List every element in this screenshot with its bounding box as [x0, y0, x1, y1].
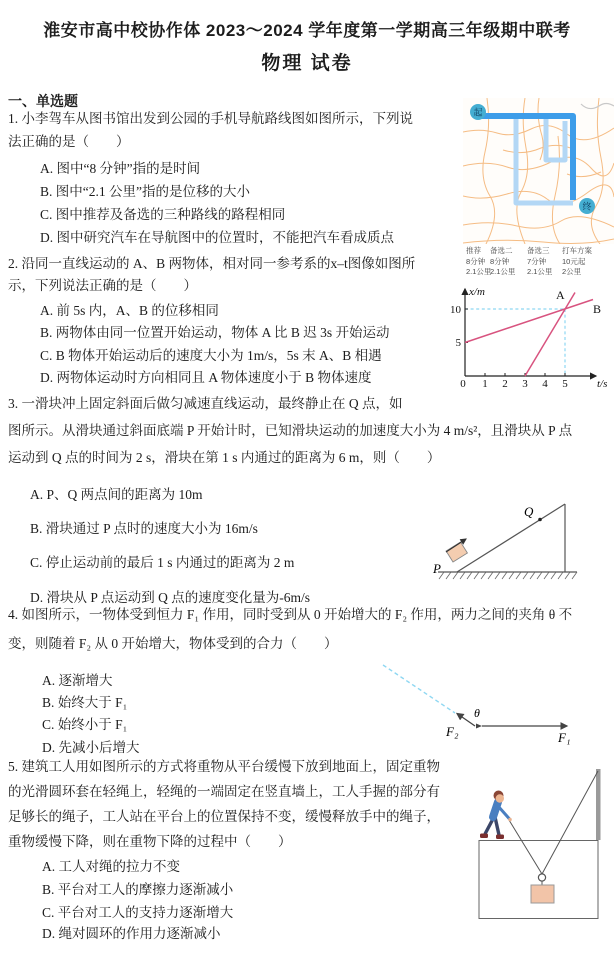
question-1-stem-line: 1. 小李驾车从图书馆出发到公园的手机导航路线图如图所示，下列说: [8, 111, 413, 126]
page-subtitle: 物理 试卷: [261, 53, 353, 74]
point-q-dot: [538, 518, 542, 522]
graph-line-A: [525, 293, 575, 377]
question-5-stem-line: 5. 建筑工人用如图所示的方式将重物从平台缓慢下放到地面上，固定重物: [8, 759, 440, 774]
plan-name: 备选二: [490, 246, 513, 255]
question-2-stem-line: 2. 沿同一直线运动的 A、B 两物体，相对同一参考系的x–t图像如图所: [8, 256, 416, 271]
plan-distance: 2.1公里: [527, 267, 553, 276]
question-5-stem-line: 足够长的绳子，工人站在平台上的位置保持不变，缓慢释放手中的绳子，: [8, 809, 440, 824]
question-1-stem-line: 法正确的是（ ）: [8, 134, 130, 149]
section-heading: 一、单选题: [8, 93, 78, 109]
graph-xlabel: t/s: [597, 378, 608, 390]
incline-figure: [420, 496, 614, 591]
question-4-stem-line: 变，则随着 F₂ 从 0 开始增大，物体受到的合力（ ）: [8, 636, 338, 651]
plan-time: 7分钟: [527, 256, 547, 266]
smooth-ring: [538, 874, 545, 881]
f2-vector-arrow: [457, 714, 475, 727]
question-4-option-b: B. 始终大于 F₁: [42, 695, 128, 710]
plan-distance: 2公里: [562, 267, 582, 276]
svg-text:终: 终: [582, 201, 592, 212]
plan-column: [527, 246, 552, 278]
question-5-option-a: A. 工人对绳的拉力不变: [42, 859, 180, 874]
route-plan-table: [463, 246, 614, 282]
question-2-option-b: B. 两物体由同一位置开始运动，物体 A 比 B 迟 3s 开始运动: [40, 325, 390, 340]
svg-text:5: 5: [455, 337, 461, 349]
question-5-option-b: B. 平台对工人的摩擦力逐渐减小: [42, 882, 234, 897]
plan-time: 10元起: [562, 256, 586, 266]
weight-box: [531, 885, 554, 903]
map-start-marker: [470, 104, 486, 120]
question-2-stem-line: 示，下列说法正确的是（ ）: [8, 278, 197, 293]
worker-boot: [480, 834, 488, 839]
graph-label-B: B: [593, 302, 602, 316]
question-4-option-a: A. 逐渐增大: [42, 673, 113, 688]
question-2-option-a: A. 前 5s 内，A、B 的位移相同: [40, 303, 219, 318]
question-1-option-c: C. 图中推荐及备选的三种路线的路程相同: [40, 207, 286, 222]
graph-tick-labels: [450, 304, 568, 390]
question-3-stem-line: 运动到 Q 点的时间为 2 s，滑块在第 1 s 内通过的距离为 6 m，则（ ）: [8, 450, 441, 465]
graph-dashed-guides: [465, 309, 565, 376]
svg-text:2: 2: [502, 378, 508, 390]
svg-text:5: 5: [562, 378, 568, 390]
plan-name: 打车方案: [562, 246, 592, 255]
worker-hand: [508, 818, 512, 822]
question-5-option-c: C. 平台对工人的支持力逐渐增大: [42, 905, 234, 920]
question-2-option-d: D. 两物体运动时方向相同且 A 物体速度小于 B 物体速度: [40, 370, 372, 385]
worker-pulley-figure: [465, 756, 614, 966]
rope: [509, 771, 598, 874]
question-4-option-d: D. 先减小后增大: [42, 740, 140, 755]
incline-surface: [457, 504, 565, 572]
worker-head: [496, 794, 504, 802]
theta-label: θ: [474, 706, 480, 720]
question-1-option-a: A. 图中“8 分钟”指的是时间: [40, 161, 201, 176]
question-1-option-d: D. 图中研究汽车在导航图中的位置时，不能把汽车看成质点: [40, 230, 394, 245]
label-p: P: [433, 561, 441, 576]
question-5-stem-line: 重物缓慢下降，则在重物下降的过程中（ ）: [8, 834, 292, 849]
svg-text:3: 3: [522, 378, 528, 390]
worker-boot: [496, 835, 504, 840]
worker: [480, 791, 512, 840]
svg-text:1: 1: [482, 378, 488, 390]
force-diagram-figure: [370, 653, 614, 748]
plan-column: [562, 246, 592, 278]
question-3-option-b: B. 滑块通过 P 点时的速度大小为 16m/s: [30, 521, 258, 536]
question-4-stem-line: 4. 如图所示，一物体受到恒力 F₁ 作用，同时受到从 0 开始增大的 F₂ 作用，两力之间的夹角 θ 不: [8, 607, 573, 622]
question-5-stem-line: 的光滑圆环套在轻绳上，轻绳的一端固定在竖直墙上，工人手握的部分有: [8, 784, 440, 799]
f2-label: F₂: [446, 724, 459, 739]
page-title: 淮安市高中校协作体 2023～2024 学年度第一学期高三年级期中联考: [43, 21, 571, 40]
question-3-option-a: A. P、Q 两点间的距离为 10m: [30, 487, 203, 502]
worker-arm: [498, 806, 510, 819]
question-1-option-b: B. 图中“2.1 公里”指的是位移的大小: [40, 184, 250, 199]
wall: [596, 769, 601, 840]
question-3-stem-line: 3. 一滑块冲上固定斜面后做匀减速直线运动，最终静止在 Q 点，如: [8, 396, 403, 411]
question-4-option-c: C. 始终小于 F₁: [42, 717, 128, 732]
graph-label-A: A: [556, 288, 565, 302]
f1-label: F₁: [558, 730, 571, 745]
vertex-arrowhead: [476, 724, 482, 729]
plan-time: 8分钟: [466, 256, 486, 266]
ground-hatching: [439, 572, 577, 579]
question-2-option-c: C. B 物体开始运动后的速度大小为 1m/s，5s 末 A、B 相遇: [40, 348, 382, 363]
svg-text:4: 4: [542, 378, 548, 390]
f2-extension-dashed-line: [383, 665, 455, 713]
label-q: Q: [524, 504, 534, 519]
xt-graph-figure: [450, 284, 614, 391]
svg-text:10: 10: [450, 304, 461, 316]
question-5-option-d: D. 绳对圆环的作用力逐渐减小: [42, 926, 221, 941]
question-3-option-d: D. 滑块从 P 点运动到 Q 点的速度变化量为-6m/s: [30, 590, 311, 605]
svg-text:起: 起: [473, 107, 483, 118]
worker-torso: [493, 802, 498, 817]
svg-text:0: 0: [460, 378, 466, 390]
graph-ticks: [465, 309, 565, 376]
navigation-map-figure: [463, 98, 614, 244]
plan-column: [466, 246, 491, 278]
plan-name: 备选三: [527, 246, 550, 255]
graph-line-B: [465, 300, 593, 343]
plan-name: 推荐: [466, 246, 481, 255]
plan-column: [490, 246, 515, 278]
plan-distance: 2.1公里: [490, 267, 516, 276]
question-3-option-c: C. 停止运动前的最后 1 s 内通过的距离为 2 m: [30, 555, 295, 570]
graph-ylabel: x/m: [469, 286, 485, 298]
plan-distance: 2.1公里: [466, 267, 492, 276]
plan-time: 8分钟: [490, 256, 510, 266]
question-3-stem-line: 图所示。从滑块通过斜面底端 P 开始计时，已知滑块运动的加速度大小为 4 m/s²，且滑块从 P 点: [8, 423, 573, 438]
map-end-marker: [579, 198, 595, 214]
